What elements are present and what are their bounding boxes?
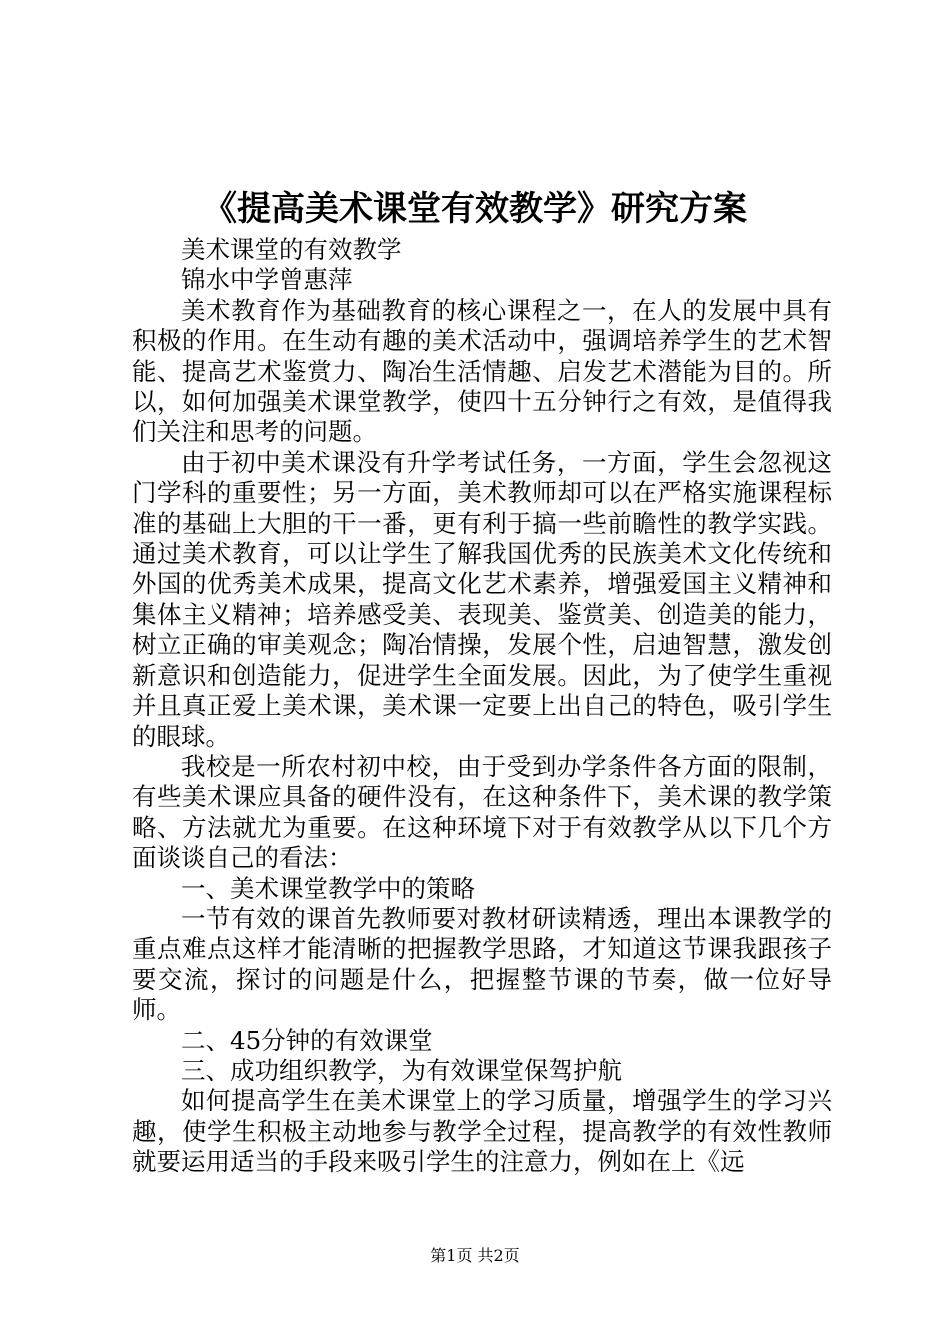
body-paragraph: 一节有效的课首先教师要对教材研读精透，理出本课教学的重点难点这样才能清晰的把握教学思路，才知道这节课我跟孩子要交流，探讨的问题是什么，把握整节课的节奏，做一位好导师。 xyxy=(132,903,832,1025)
section-heading: 一、美术课堂教学中的策略 xyxy=(181,873,475,903)
section-heading: 二、45分钟的有效课堂 xyxy=(181,1025,433,1055)
body-paragraph: 我校是一所农村初中校，由于受到办学条件各方面的限制，有些美术课应具备的硬件没有，在这种条件下，美术课的教学策略、方法就尤为重要。在这种环境下对于有效教学从以下几个方面谈谈自己的看法： xyxy=(132,751,832,873)
section-heading: 三、成功组织教学，为有效课堂保驾护航 xyxy=(181,1055,622,1085)
document-body xyxy=(132,235,832,1178)
subtitle-line: 美术课堂的有效教学 xyxy=(181,235,402,264)
document-title: 《提高美术课堂有效教学》研究方案 xyxy=(203,189,747,229)
author-line: 锦水中学曾惠萍 xyxy=(181,265,353,295)
body-paragraph: 美术教育作为基础教育的核心课程之一，在人的发展中具有积极的作用。在生动有趣的美术活动中，强调培养学生的艺术智能、提高艺术鉴赏力、陶冶生活情趣、启发艺术潜能为目的。所以，如何加强美术课堂教学，使四十五分钟行之有效，是值得我们关注和思考的问题。 xyxy=(132,295,832,447)
page-footer: 第1页 共2页 xyxy=(430,1246,520,1265)
body-paragraph: 如何提高学生在美术课堂上的学习质量，增强学生的学习兴趣，使学生积极主动地参与教学全过程，提高教学的有效性教师就要运用适当的手段来吸引学生的注意力，例如在上《远 xyxy=(132,1086,832,1177)
body-paragraph: 由于初中美术课没有升学考试任务，一方面，学生会忽视这门学科的重要性；另一方面，美术教师却可以在严格实施课程标准的基础上大胆的干一番，更有利于搞一些前瞻性的教学实践。通过美术教育，可以让学生了解我国优秀的民族美术文化传统和外国的优秀美术成果，提高文化艺术素养，增强爱国主义精神和集体主义精神；培养感受美、表现美、鉴赏美、创造美的能力，树立正确的审美观念；陶冶情操，发展个性，启迪智慧，激发创新意识和创造能力，促进学生全面发展。因此，为了使学生重视并且真正爱上美术课，美术课一定要上出自己的特色，吸引学生的眼球。 xyxy=(132,447,832,751)
